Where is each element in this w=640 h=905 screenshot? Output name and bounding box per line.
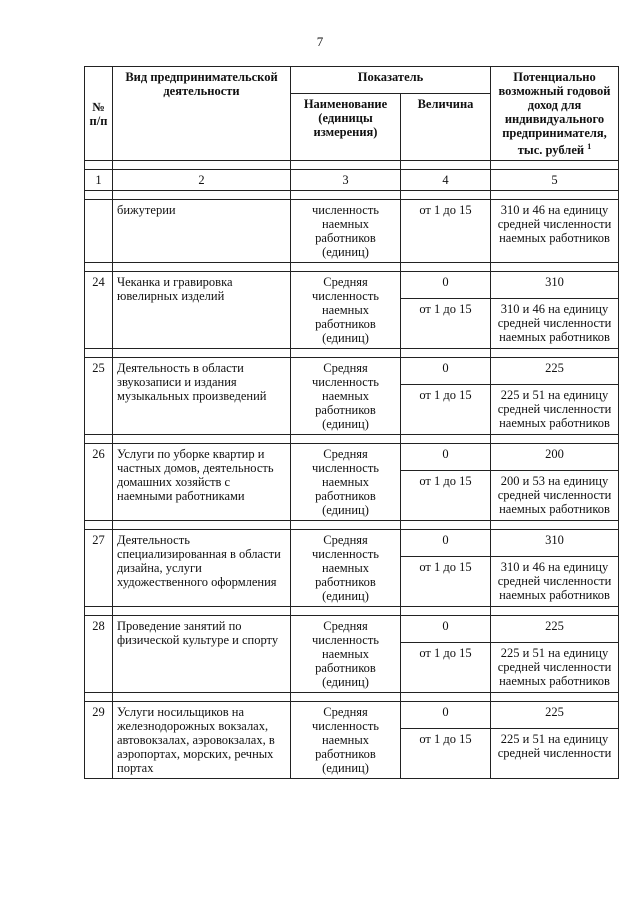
activity-cell: Деятельность специализированная в области дизайна, услуги художественного оформления bbox=[113, 530, 291, 607]
col-number-5: 5 bbox=[491, 170, 619, 191]
indicator-cell: Средняя численность наемных работников (единиц) bbox=[291, 616, 401, 693]
row-number: 25 bbox=[85, 358, 113, 435]
row-number: 28 bbox=[85, 616, 113, 693]
table-row bbox=[85, 530, 619, 557]
row-number: 24 bbox=[85, 272, 113, 349]
indicator-cell: Средняя численность наемных работников (единиц) bbox=[291, 272, 401, 349]
table-row bbox=[85, 444, 619, 471]
activity-cell: бижутерии bbox=[113, 200, 291, 263]
activity-cell: Чеканка и гравировка ювелирных изделий bbox=[113, 272, 291, 349]
income-cell: 310 bbox=[491, 272, 619, 299]
value-cell: от 1 до 15 bbox=[401, 729, 491, 779]
income-cell: 310 и 46 на единицу средней численности наемных работников bbox=[491, 200, 619, 263]
activity-income-table bbox=[84, 66, 619, 779]
value-cell: 0 bbox=[401, 444, 491, 471]
indicator-cell: численность наемных работников (единиц) bbox=[291, 200, 401, 263]
value-cell: от 1 до 15 bbox=[401, 200, 491, 263]
header-value: Величина bbox=[401, 94, 491, 161]
income-cell: 225 и 51 на единицу средней численности наемных работников bbox=[491, 385, 619, 435]
income-cell: 225 bbox=[491, 358, 619, 385]
table-row bbox=[85, 702, 619, 729]
footnote-mark: 1 bbox=[587, 142, 592, 151]
income-cell: 225 и 51 на единицу средней численности наемных работников bbox=[491, 643, 619, 693]
income-cell: 225 bbox=[491, 702, 619, 729]
value-cell: 0 bbox=[401, 702, 491, 729]
row-number: 29 bbox=[85, 702, 113, 779]
header-name: Наименование (единицы измерения) bbox=[291, 94, 401, 161]
income-cell: 225 bbox=[491, 616, 619, 643]
income-cell: 225 и 51 на единицу средней численности bbox=[491, 729, 619, 779]
activity-cell: Услуги по уборке квартир и частных домов, деятельность домашних хозяйств с наемными работниками bbox=[113, 444, 291, 521]
table-row bbox=[85, 272, 619, 299]
header-num: № п/п bbox=[85, 67, 113, 161]
value-cell: от 1 до 15 bbox=[401, 299, 491, 349]
income-cell: 200 и 53 на единицу средней численности наемных работников bbox=[491, 471, 619, 521]
header-indicator: Показатель bbox=[291, 67, 491, 94]
table-row bbox=[85, 358, 619, 385]
activity-cell: Услуги носильщиков на железнодорожных вокзалах, автовокзалах, аэровокзалах, в аэропортах, морских, речных портах bbox=[113, 702, 291, 779]
activity-cell: Проведение занятий по физической культуре и спорту bbox=[113, 616, 291, 693]
value-cell: 0 bbox=[401, 272, 491, 299]
income-cell: 310 и 46 на единицу средней численности наемных работников bbox=[491, 557, 619, 607]
value-cell: от 1 до 15 bbox=[401, 557, 491, 607]
income-cell: 200 bbox=[491, 444, 619, 471]
col-number-4: 4 bbox=[401, 170, 491, 191]
income-cell: 310 bbox=[491, 530, 619, 557]
table-row bbox=[85, 200, 619, 263]
row-number: 26 bbox=[85, 444, 113, 521]
col-number-2: 2 bbox=[113, 170, 291, 191]
col-number-3: 3 bbox=[291, 170, 401, 191]
value-cell: от 1 до 15 bbox=[401, 385, 491, 435]
col-number-1: 1 bbox=[85, 170, 113, 191]
header-income bbox=[491, 67, 619, 161]
value-cell: 0 bbox=[401, 616, 491, 643]
activity-cell: Деятельность в области звукозаписи и издания музыкальных произведений bbox=[113, 358, 291, 435]
header-income-text: Потенциально возможный годовой доход для индивидуального предпринимателя, тыс. рублей bbox=[498, 70, 611, 158]
row-number: 27 bbox=[85, 530, 113, 607]
income-cell: 310 и 46 на единицу средней численности наемных работников bbox=[491, 299, 619, 349]
header-activity: Вид предпринимательской деятельности bbox=[113, 67, 291, 161]
value-cell: 0 bbox=[401, 358, 491, 385]
value-cell: от 1 до 15 bbox=[401, 471, 491, 521]
indicator-cell: Средняя численность наемных работников (единиц) bbox=[291, 702, 401, 779]
indicator-cell: Средняя численность наемных работников (единиц) bbox=[291, 444, 401, 521]
value-cell: от 1 до 15 bbox=[401, 643, 491, 693]
indicator-cell: Средняя численность наемных работников (единиц) bbox=[291, 530, 401, 607]
indicator-cell: Средняя численность наемных работников (единиц) bbox=[291, 358, 401, 435]
page-number: 7 bbox=[316, 34, 324, 49]
value-cell: 0 bbox=[401, 530, 491, 557]
table-row bbox=[85, 616, 619, 643]
